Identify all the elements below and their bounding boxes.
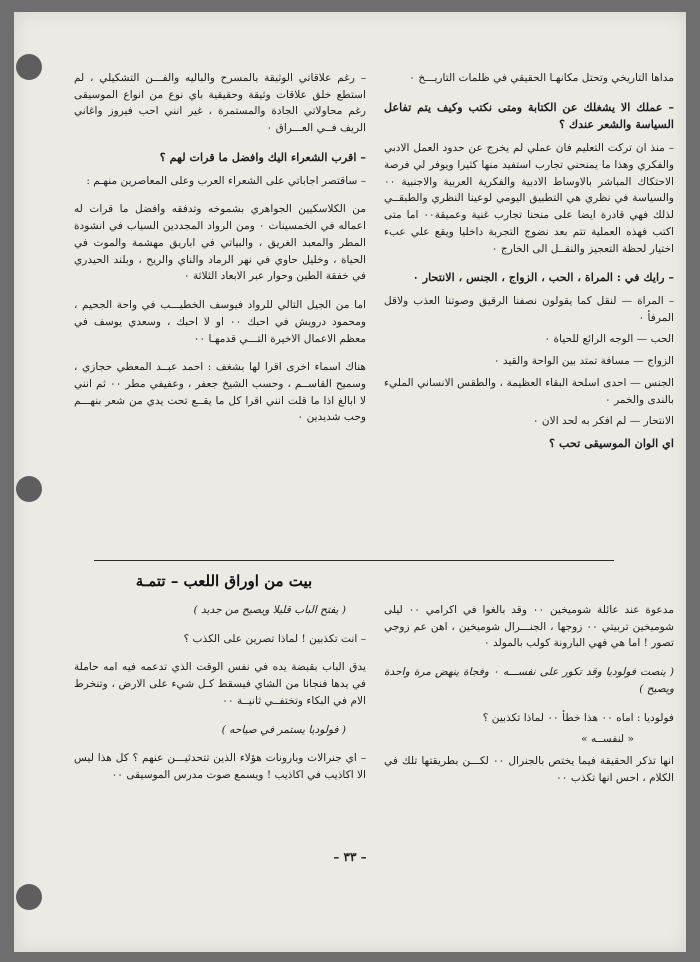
answer: – المراة — لنقل كما يقولون نصفنا الرقيق وصوتنا العذب ولاقل المرفأ ٠: [384, 294, 674, 324]
answer: الزواج — مسافة تمتد بين الواحة والقيد ٠: [493, 355, 674, 368]
question: – رايك في : المراة ، الحب ، الزواج ، الجنس ، الانتحار ٠: [412, 270, 674, 285]
punch-hole: [16, 476, 42, 502]
paragraph: هناك اسماء اخرى اقرا لها بشغف : احمد عبــد المعطي حجازي ، وسميح القاســم ، وحسب الشيخ جعفر ، وعفيفي مطر ٠٠ ثم انني لا ابالغ اذا ما قلت انني اقرا كل ما يقــع تحت يدي من شعر بنهـــم وحب شديدين ٠: [74, 361, 367, 424]
paragraph: مداها التاريخي وتحتل مكانهـا الحقيقي في ظلمات التاريـــخ ٠: [409, 72, 674, 84]
question: – اقرب الشعراء اليك وافضل ما قرات لهم ؟: [159, 149, 366, 164]
page-number: – ٣٣ –: [333, 850, 367, 864]
play-left-column: [74, 602, 366, 789]
paragraph: يدق الباب بقبضة يده في نفس الوقت الذي تدعمه فيه امه حاملة في يدها فنجانا من الشاي فيسقط كـل شيء على الارض ، وتنخرط الام في البكاء وتختفــي ثانيــة ٠٠: [74, 661, 366, 707]
paragraph: من الكلاسكيين الجواهري بشموخه وتدفقه وافضل ما قرات له اعماله في الخمسينات ٠ ومن الرواد المجددين السياب في انشودة المطر والمعبد الغريق ، والبياتي في اباريق مهشمة والموت في الحياة ، وخليل حاوي في نهر الرماد والناي والريح ، وبلند الحيدري في خفقة الطين وحوار عبر الابعاد الثلاثة ٠: [74, 203, 367, 283]
answer: – منذ ان تركت التعليم فان عملي لم يخرج عن حدود العمل الادبي والفكري وهذا ما يمنحني تجارب استفيد منها كثيرا ويوفر لي فرصة الاحتكاك المباشر بالاوساط الادبية والفكرية العربية والاجنبية ٠٠ والسياسة في نظري هي التطبيق اليومي لوعينا النظري والطبقــي لذلك فهي قادرة ايضا على منحنا تجارب غنية وعميقة٠٠ اما متى اكتب فهذه العملية تتم بعد نضوج التجربة داخليا ويقع علي عبء اختيار لحظة التعجيز والنقــل الى الخارج ٠: [384, 142, 674, 255]
paragraph: اما من الجيل التالي للرواد فيوسف الخطيـــب في واحة الجحيم ، ومحمود درويش في احبك ٠٠ او لا احبك ، وسعدي يوسف في معظم الاعمال الاخيرة التـــي قدمهـا ٠٠: [74, 299, 367, 345]
stage-direction: ( ينصت فولوديا وقد تكور على نفســـه ٠ وفجاة ينهض مرة واحدة ويصيح ): [384, 666, 675, 695]
answer: الحب — الوجه الرائع للحياة ٠: [544, 333, 674, 346]
interview-left-column: [74, 70, 366, 431]
stage-direction: ( فولوديا يستمر في صياحه ): [221, 723, 346, 736]
section-title: بيت من اوراق اللعب – تتمـة: [135, 572, 313, 590]
question: – عملك الا يشغلك عن الكتابة ومتى نكتب وكيف يتم تفاعل السياسة والشعر عندك ؟: [384, 99, 674, 132]
answer: – رغم علاقاتي الوثيقة بالمسرح والباليه والفـــن التشكيلي ، لم استطع خلق علاقات وثيقة وحقيقية باي نوع من انواع الموسيقى رغم محاولاتي الجادة والمستمرة ، غير انني احب فيروز واغاني الريف فــي العـــراق ٠: [74, 72, 366, 135]
dialogue: فولوديا : اماه ٠٠ هذا خطأ ٠٠ لماذا تكذبين ؟: [482, 711, 674, 724]
paragraph: مدعوة عند عائلة شوميخين ٠٠ وقد بالغوا في اكرامي ٠٠ ليلى شوميخين تربيتي ٠٠ زوجها ، الجنـــرال شوميخين ، اهن عم زوجي تصور ! اما هي فهي البارونة كولب بالمولد ٠: [384, 604, 674, 650]
document-page: [14, 12, 686, 952]
dialogue: – اي جنرالات وبارونات هؤلاء الذين تتحدثيـــن عنهم ؟ كل هذا ليس الا اكاذيب في اكاذيب ! ويسمع صوت مدرس الموسيقى ٠٠: [74, 752, 366, 782]
answer: الجنس — احدى اسلحة البقاء العظيمة ، والطقس الانساني المليء بالندى والخمر ٠: [384, 376, 674, 406]
dialogue: – انت تكذبين ! لماذا تصرين على الكذب ؟: [183, 632, 366, 645]
punch-hole: [16, 54, 42, 80]
answer: الانتحار — لم افكر به لحد الان ٠: [532, 415, 674, 428]
dialogue: انها تذكر الحقيقة فيما يختص بالجنرال ٠٠ لكـــن بطريقتها تلك في الكلام ، احس انها تكذب ٠٠: [384, 755, 674, 784]
section-divider: [94, 560, 614, 561]
play-right-column: [384, 602, 674, 792]
stage-direction: « لنفســه »: [581, 733, 634, 746]
interview-right-column: [384, 70, 674, 459]
question: اي الوان الموسيقى تحب ؟: [549, 436, 674, 451]
answer: – ساقتصر اجاباتي على الشعراء العرب وعلى المعاصرين منهـم :: [86, 174, 366, 187]
punch-hole: [16, 884, 42, 910]
stage-direction: ( يفتح الباب قليلا ويصيح من جديد ): [193, 604, 346, 616]
